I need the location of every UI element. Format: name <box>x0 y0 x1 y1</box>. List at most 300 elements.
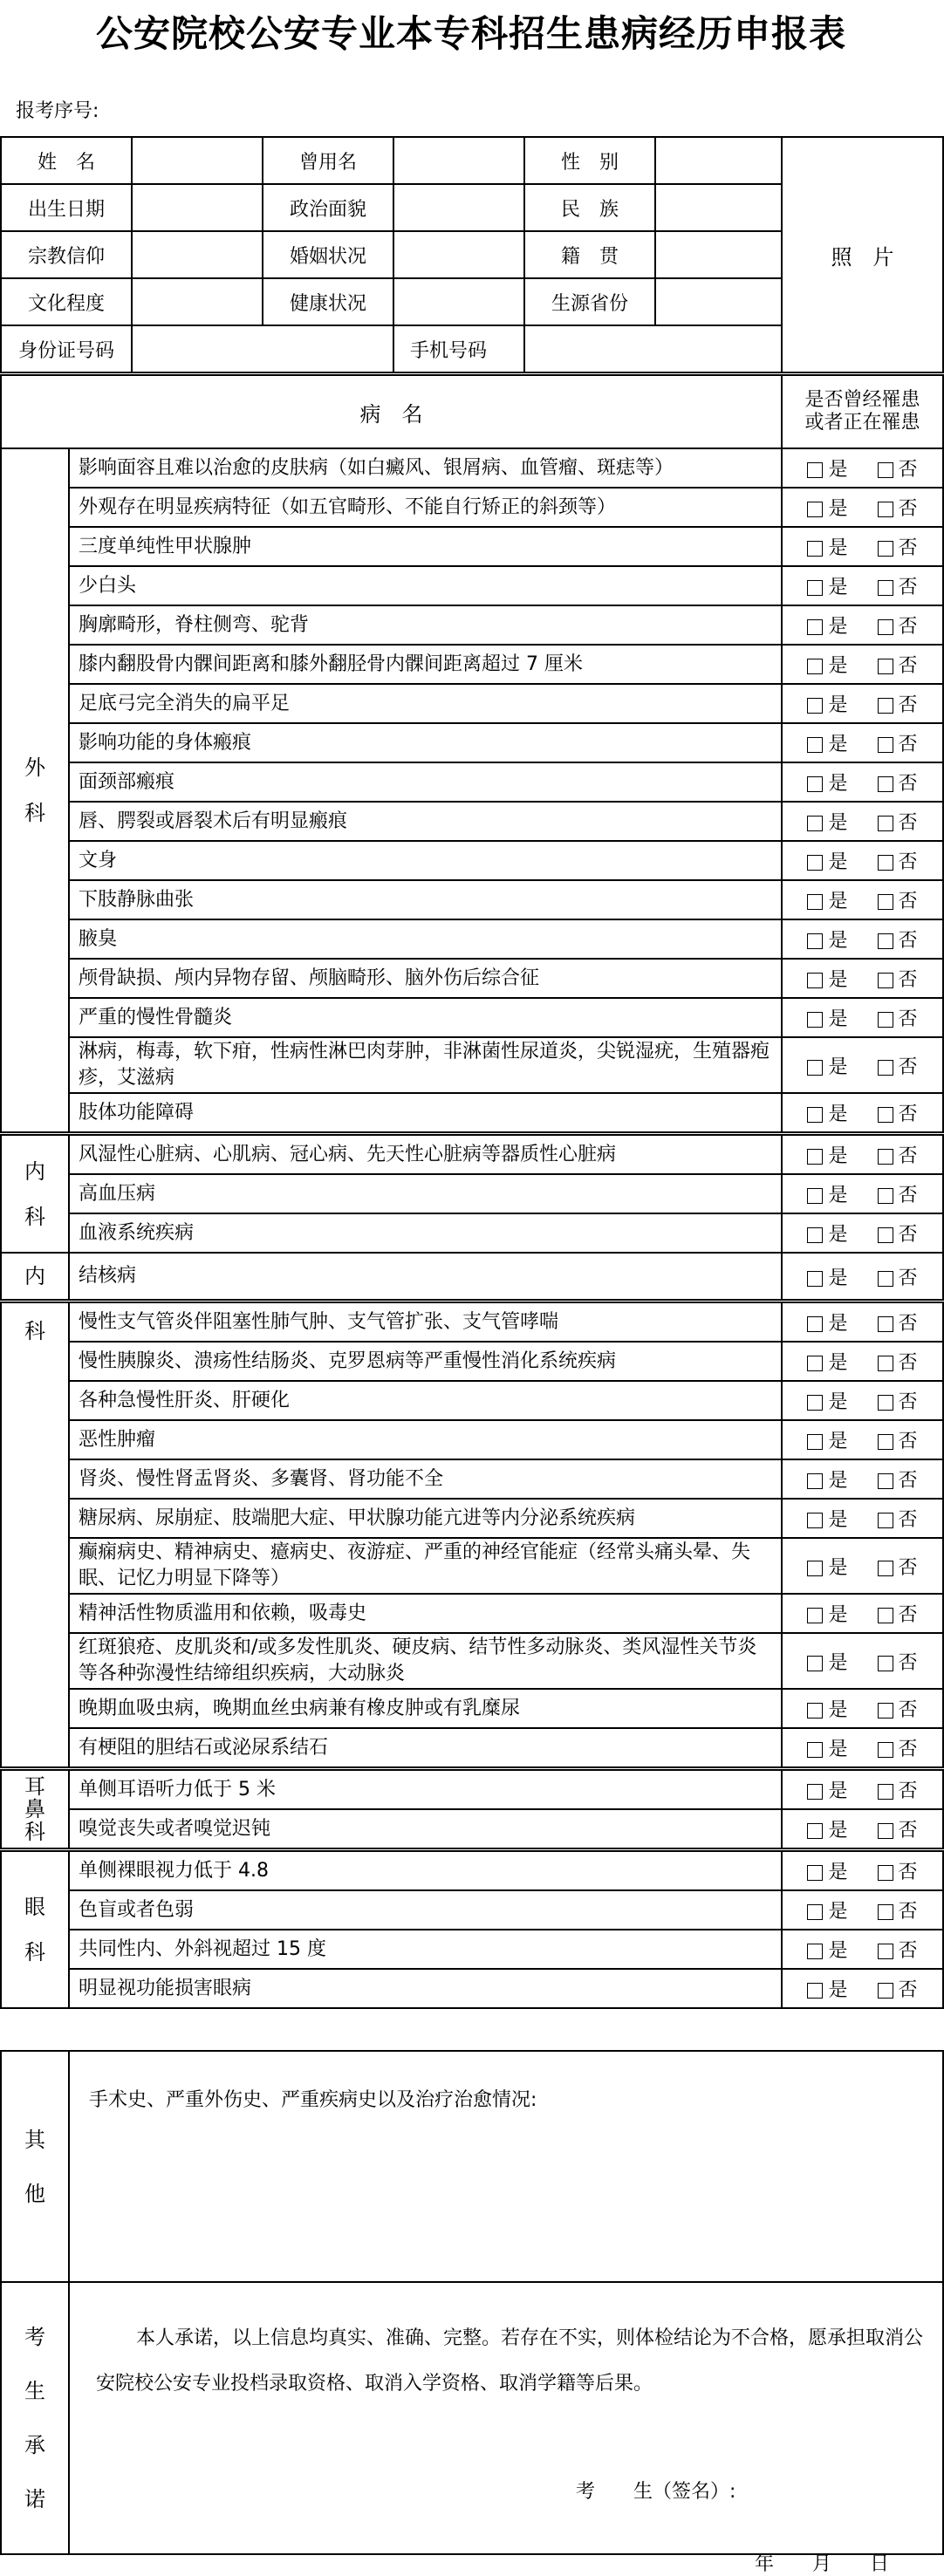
religion-label: 宗教信仰 <box>1 231 132 278</box>
other-category <box>1 2051 69 2282</box>
disease-name: 肢体功能障碍 <box>69 1093 782 1134</box>
yes-label: 是 <box>828 655 848 677</box>
origin-province-field[interactable] <box>655 278 782 325</box>
no-checkbox[interactable] <box>878 1513 893 1528</box>
disease-name: 淋病，梅毒，软下疳，性病性淋巴肉芽肿，非淋菌性尿道炎，尖锐湿疣，生殖器疱疹，艾滋病 <box>69 1037 782 1093</box>
disease-row <box>1 841 943 880</box>
no-label: 否 <box>898 498 918 520</box>
no-label: 否 <box>898 1008 918 1030</box>
internal-category-b-char: 内 <box>24 1264 45 1288</box>
id-number-label: 身份证号码 <box>1 325 132 372</box>
answer-cell <box>782 1633 943 1689</box>
birth-date-field[interactable] <box>132 184 263 231</box>
answer-cell <box>782 1213 943 1253</box>
disease-name: 面颈部瘢痕 <box>69 762 782 802</box>
no-checkbox[interactable] <box>878 1784 893 1800</box>
disease-name: 色盲或者色弱 <box>69 1890 782 1930</box>
no-label: 否 <box>898 1699 918 1721</box>
marital-field[interactable] <box>393 231 524 278</box>
yes-checkbox[interactable] <box>807 541 823 557</box>
answer-cell <box>782 762 943 802</box>
eye-category-char: 科 <box>24 1940 45 1964</box>
yes-checkbox[interactable] <box>807 1316 823 1332</box>
no-label: 否 <box>898 616 918 638</box>
no-checkbox[interactable] <box>878 1316 893 1332</box>
no-label: 否 <box>898 459 918 481</box>
yes-checkbox[interactable] <box>807 1395 823 1411</box>
no-label: 否 <box>898 1145 918 1167</box>
disease-name: 恶性肿瘤 <box>69 1420 782 1459</box>
answer-cell <box>782 527 943 566</box>
disease-name: 结核病 <box>69 1253 782 1302</box>
yes-label: 是 <box>828 1431 848 1452</box>
disease-name: 唇、腭裂或唇裂术后有明显瘢痕 <box>69 802 782 841</box>
yes-checkbox[interactable] <box>807 973 823 988</box>
answer-cell <box>782 488 943 527</box>
political-field[interactable] <box>393 184 524 231</box>
disease-row <box>1 1342 943 1381</box>
yes-checkbox[interactable] <box>807 816 823 831</box>
answer-cell <box>782 1037 943 1093</box>
no-label: 否 <box>898 812 918 834</box>
no-checkbox[interactable] <box>878 1983 893 1999</box>
education-label: 文化程度 <box>1 278 132 325</box>
pledge-category-char-4: 诺 <box>24 2487 45 2511</box>
ent-category-char: 耳 <box>24 1774 45 1799</box>
yes-checkbox[interactable] <box>807 933 823 949</box>
no-checkbox[interactable] <box>878 1656 893 1671</box>
political-label: 政治面貌 <box>263 184 393 231</box>
no-label: 否 <box>898 1224 918 1246</box>
no-checkbox[interactable] <box>878 1944 893 1959</box>
eye-category <box>1 1850 69 2009</box>
yes-checkbox[interactable] <box>807 1742 823 1758</box>
yes-checkbox[interactable] <box>807 698 823 714</box>
disease-row <box>1 1174 943 1213</box>
pledge-text: 本人承诺，以上信息均真实、准确、完整。若存在不实，则体检结论为不合格，愿承担取消公安院校公安专业投档录取资格、取消入学资格、取消学籍等后果。 <box>96 2327 924 2395</box>
disease-row <box>1 1093 943 1134</box>
answer-cell <box>782 1594 943 1633</box>
disease-name: 嗅觉丧失或者嗅觉迟钝 <box>69 1809 782 1850</box>
yes-checkbox[interactable] <box>807 1561 823 1576</box>
no-checkbox[interactable] <box>878 502 893 517</box>
yes-label: 是 <box>828 851 848 873</box>
disease-name: 高血压病 <box>69 1174 782 1213</box>
yes-checkbox[interactable] <box>807 1227 823 1243</box>
internal-category-c <box>1 1302 69 1769</box>
no-checkbox[interactable] <box>878 1107 893 1123</box>
name-label: 姓 名 <box>1 137 132 184</box>
eye-category-char: 眼 <box>24 1895 45 1919</box>
answer-cell <box>782 802 943 841</box>
disease-name: 血液系统疾病 <box>69 1213 782 1253</box>
answer-cell <box>782 1890 943 1930</box>
no-label: 否 <box>898 1391 918 1413</box>
yes-checkbox[interactable] <box>807 1060 823 1076</box>
yes-checkbox[interactable] <box>807 1904 823 1920</box>
other-category-char-1: 其 <box>24 2127 45 2152</box>
yes-checkbox[interactable] <box>807 737 823 753</box>
yes-checkbox[interactable] <box>807 894 823 910</box>
no-label: 否 <box>898 1901 918 1923</box>
disease-name: 颅骨缺损、颅内异物存留、颅脑畸形、脑外伤后综合征 <box>69 959 782 998</box>
disease-row <box>1 1633 943 1689</box>
answer-cell <box>782 1459 943 1499</box>
answer-cell <box>782 1093 943 1134</box>
answer-cell <box>782 1174 943 1213</box>
gender-field[interactable] <box>655 137 782 184</box>
no-checkbox[interactable] <box>878 1823 893 1839</box>
closing-table <box>0 2050 944 2575</box>
birth-date-label: 出生日期 <box>1 184 132 231</box>
name-field[interactable] <box>132 137 263 184</box>
no-checkbox[interactable] <box>878 1395 893 1411</box>
yes-checkbox[interactable] <box>807 1703 823 1718</box>
disease-name: 影响面容且难以治愈的皮肤病（如白癜风、银屑病、血管瘤、斑痣等） <box>69 448 782 488</box>
no-label: 否 <box>898 969 918 991</box>
answer-cell <box>782 1850 943 1891</box>
answer-cell <box>782 880 943 919</box>
education-field[interactable] <box>132 278 263 325</box>
no-checkbox[interactable] <box>878 1012 893 1028</box>
no-label: 否 <box>898 1431 918 1452</box>
health-field[interactable] <box>393 278 524 325</box>
id-number-field[interactable] <box>132 325 393 372</box>
no-label: 否 <box>898 1104 918 1125</box>
answer-cell <box>782 1689 943 1728</box>
no-label: 否 <box>898 577 918 598</box>
disease-row <box>1 1728 943 1769</box>
answer-cell <box>782 448 943 488</box>
no-checkbox[interactable] <box>878 737 893 753</box>
yes-label: 是 <box>828 1940 848 1962</box>
disease-name: 糖尿病、尿崩症、肢端肥大症、甲状腺功能亢进等内分泌系统疾病 <box>69 1499 782 1538</box>
former-name-field[interactable] <box>393 137 524 184</box>
no-label: 否 <box>898 1820 918 1841</box>
yes-label: 是 <box>828 1780 848 1802</box>
yes-checkbox[interactable] <box>807 1983 823 1999</box>
yes-label: 是 <box>828 616 848 638</box>
answer-cell <box>782 684 943 723</box>
pledge-category-char-2: 生 <box>24 2379 45 2403</box>
disease-row <box>1 645 943 684</box>
disease-name: 外观存在明显疾病特征（如五官畸形、不能自行矫正的斜颈等） <box>69 488 782 527</box>
no-checkbox[interactable] <box>878 1434 893 1450</box>
disease-name: 明显视功能损害眼病 <box>69 1969 782 2008</box>
no-checkbox[interactable] <box>878 541 893 557</box>
yes-label: 是 <box>828 1509 848 1531</box>
disease-name: 癫痫病史、精神病史、癔病史、夜游症、严重的神经官能症（经常头痛头晕、失眠、记忆力明显下降等） <box>69 1538 782 1594</box>
yes-checkbox[interactable] <box>807 619 823 635</box>
surgery-category <box>1 448 69 1134</box>
yes-label: 是 <box>828 1699 848 1721</box>
yes-label: 是 <box>828 891 848 912</box>
disease-row <box>1 566 943 605</box>
yes-checkbox[interactable] <box>807 1784 823 1800</box>
no-checkbox[interactable] <box>878 462 893 478</box>
yes-label: 是 <box>828 930 848 952</box>
disease-row <box>1 1969 943 2008</box>
yes-checkbox[interactable] <box>807 659 823 674</box>
surgery-category-char: 科 <box>24 801 45 825</box>
pledge-category-char-3: 承 <box>24 2433 45 2457</box>
answer-header-line2: 或者正在罹患 <box>804 412 920 434</box>
disease-name-header: 病 名 <box>1 375 782 448</box>
disease-row <box>1 1930 943 1969</box>
no-label: 否 <box>898 1470 918 1492</box>
yes-label: 是 <box>828 694 848 716</box>
no-checkbox[interactable] <box>878 580 893 596</box>
no-checkbox[interactable] <box>878 776 893 792</box>
disease-row <box>1 1499 943 1538</box>
disease-name: 慢性胰腺炎、溃疡性结肠炎、克罗恩病等严重慢性消化系统疾病 <box>69 1342 782 1381</box>
no-label: 否 <box>898 1185 918 1206</box>
disease-row <box>1 919 943 959</box>
disease-name: 单侧裸眼视力低于 4.8 <box>69 1850 782 1891</box>
no-checkbox[interactable] <box>878 1227 893 1243</box>
answer-cell <box>782 959 943 998</box>
no-checkbox[interactable] <box>878 816 893 831</box>
answer-cell <box>782 1969 943 2008</box>
health-label: 健康状况 <box>263 278 393 325</box>
disease-row <box>1 684 943 723</box>
answer-cell <box>782 1381 943 1420</box>
disease-row <box>1 1213 943 1253</box>
yes-label: 是 <box>828 1470 848 1492</box>
disease-row <box>1 1689 943 1728</box>
answer-cell <box>782 605 943 645</box>
marital-label: 婚姻状况 <box>263 231 393 278</box>
disease-name: 晚期血吸虫病，晚期血丝虫病兼有橡皮肿或有乳糜尿 <box>69 1689 782 1728</box>
no-checkbox[interactable] <box>878 1271 893 1287</box>
answer-cell <box>782 1728 943 1769</box>
yes-checkbox[interactable] <box>807 1356 823 1371</box>
yes-label: 是 <box>828 1224 848 1246</box>
disease-row <box>1 1769 943 1810</box>
pledge-cell <box>69 2282 943 2575</box>
former-name-label: 曾用名 <box>263 137 393 184</box>
answer-cell <box>782 841 943 880</box>
yes-checkbox[interactable] <box>807 1107 823 1123</box>
yes-checkbox[interactable] <box>807 1434 823 1450</box>
no-label: 否 <box>898 1604 918 1626</box>
yes-label: 是 <box>828 1556 848 1579</box>
ethnicity-label: 民 族 <box>524 184 655 231</box>
other-history-label: 手术史、严重外伤史、严重疾病史以及治疗治愈情况: <box>89 2089 537 2111</box>
answer-cell <box>782 1420 943 1459</box>
no-label: 否 <box>898 891 918 912</box>
yes-label: 是 <box>828 1185 848 1206</box>
yes-label: 是 <box>828 1391 848 1413</box>
ent-category <box>1 1769 69 1850</box>
disease-name: 三度单纯性甲状腺肿 <box>69 527 782 566</box>
disease-row <box>1 448 943 488</box>
no-checkbox[interactable] <box>878 1060 893 1076</box>
disease-name: 文身 <box>69 841 782 880</box>
yes-checkbox[interactable] <box>807 1608 823 1623</box>
form-title: 公安院校公安专业本专科招生患病经历申报表 <box>95 12 846 55</box>
disease-row <box>1 1302 943 1343</box>
answer-cell <box>782 1930 943 1969</box>
yes-checkbox[interactable] <box>807 1865 823 1881</box>
yes-checkbox[interactable] <box>807 1823 823 1839</box>
yes-checkbox[interactable] <box>807 1188 823 1204</box>
disease-name: 精神活性物质滥用和依赖，吸毒史 <box>69 1594 782 1633</box>
other-history-field[interactable] <box>69 2051 943 2282</box>
yes-checkbox[interactable] <box>807 462 823 478</box>
ethnicity-field[interactable] <box>655 184 782 231</box>
personal-info-table <box>0 136 944 373</box>
yes-checkbox[interactable] <box>807 776 823 792</box>
no-label: 否 <box>898 537 918 559</box>
disease-row <box>1 762 943 802</box>
answer-cell <box>782 1302 943 1343</box>
yes-checkbox[interactable] <box>807 1656 823 1671</box>
yes-checkbox[interactable] <box>807 1513 823 1528</box>
religion-field[interactable] <box>132 231 263 278</box>
yes-checkbox[interactable] <box>807 1473 823 1489</box>
answer-cell <box>782 1538 943 1594</box>
no-label: 否 <box>898 851 918 873</box>
no-checkbox[interactable] <box>878 1188 893 1204</box>
no-label: 否 <box>898 1940 918 1962</box>
disease-row <box>1 723 943 762</box>
ent-category-char: 科 <box>24 1820 45 1844</box>
phone-label: 手机号码 <box>393 325 524 372</box>
no-label: 否 <box>898 655 918 677</box>
disease-name: 肾炎、慢性肾盂肾炎、多囊肾、肾功能不全 <box>69 1459 782 1499</box>
disease-row <box>1 802 943 841</box>
answer-cell <box>782 1253 943 1302</box>
yes-checkbox[interactable] <box>807 1149 823 1165</box>
yes-label: 是 <box>828 1901 848 1923</box>
answer-cell <box>782 645 943 684</box>
internal-category-a-char: 内 <box>24 1158 45 1184</box>
no-checkbox[interactable] <box>878 855 893 871</box>
no-checkbox[interactable] <box>878 933 893 949</box>
no-label: 否 <box>898 930 918 952</box>
surgery-category-char: 外 <box>24 755 45 780</box>
no-checkbox[interactable] <box>878 1608 893 1623</box>
disease-row <box>1 488 943 527</box>
answer-cell <box>782 1134 943 1175</box>
answer-cell <box>782 566 943 605</box>
answer-cell <box>782 1499 943 1538</box>
no-label: 否 <box>898 1313 918 1335</box>
disease-name: 胸廓畸形，脊柱侧弯、驼背 <box>69 605 782 645</box>
yes-label: 是 <box>828 1145 848 1167</box>
answer-cell <box>782 1809 943 1850</box>
no-checkbox[interactable] <box>878 1904 893 1920</box>
no-label: 否 <box>898 1651 918 1674</box>
yes-label: 是 <box>828 537 848 559</box>
answer-cell <box>782 998 943 1037</box>
yes-label: 是 <box>828 1604 848 1626</box>
no-checkbox[interactable] <box>878 1742 893 1758</box>
no-label: 否 <box>898 734 918 755</box>
no-checkbox[interactable] <box>878 973 893 988</box>
no-checkbox[interactable] <box>878 1703 893 1718</box>
disease-name: 少白头 <box>69 566 782 605</box>
disease-name: 严重的慢性骨髓炎 <box>69 998 782 1037</box>
disease-name: 风湿性心脏病、心肌病、冠心病、先天性心脏病等器质性心脏病 <box>69 1134 782 1175</box>
yes-label: 是 <box>828 1979 848 2001</box>
yes-checkbox[interactable] <box>807 502 823 517</box>
internal-category-b <box>1 1253 69 1302</box>
answer-cell <box>782 1769 943 1810</box>
disease-row <box>1 1809 943 1850</box>
yes-checkbox[interactable] <box>807 855 823 871</box>
no-checkbox[interactable] <box>878 619 893 635</box>
disease-row <box>1 1850 943 1891</box>
no-label: 否 <box>898 1056 918 1078</box>
pledge-category <box>1 2282 69 2554</box>
yes-label: 是 <box>828 1651 848 1674</box>
no-checkbox[interactable] <box>878 1561 893 1576</box>
disease-row <box>1 1420 943 1459</box>
disease-name: 各种急慢性肝炎、肝硬化 <box>69 1381 782 1420</box>
disease-row <box>1 1381 943 1420</box>
signature-label: 考 生（签名）: <box>576 2481 736 2503</box>
native-place-field[interactable] <box>655 231 782 278</box>
no-label: 否 <box>898 1862 918 1883</box>
yes-checkbox[interactable] <box>807 580 823 596</box>
yes-label: 是 <box>828 773 848 795</box>
phone-field[interactable] <box>524 325 782 372</box>
disease-row <box>1 998 943 1037</box>
yes-label: 是 <box>828 969 848 991</box>
disease-name: 单侧耳语听力低于 5 米 <box>69 1769 782 1810</box>
disease-row <box>1 1253 943 1302</box>
other-category-char-2: 他 <box>24 2181 45 2206</box>
yes-label: 是 <box>828 734 848 755</box>
yes-checkbox[interactable] <box>807 1012 823 1028</box>
disease-name: 影响功能的身体瘢痕 <box>69 723 782 762</box>
no-checkbox[interactable] <box>878 1473 893 1489</box>
disease-row <box>1 880 943 919</box>
disease-table <box>0 374 944 2009</box>
answer-cell <box>782 1342 943 1381</box>
no-label: 否 <box>898 1556 918 1579</box>
yes-checkbox[interactable] <box>807 1271 823 1287</box>
no-checkbox[interactable] <box>878 1865 893 1881</box>
gender-label: 性 别 <box>524 137 655 184</box>
answer-cell <box>782 723 943 762</box>
no-label: 否 <box>898 1352 918 1374</box>
disease-row <box>1 959 943 998</box>
answer-cell <box>782 919 943 959</box>
no-checkbox[interactable] <box>878 659 893 674</box>
disease-name: 腋臭 <box>69 919 782 959</box>
no-checkbox[interactable] <box>878 1149 893 1165</box>
yes-label: 是 <box>828 1352 848 1374</box>
photo-box[interactable] <box>782 137 943 372</box>
disease-row <box>1 1890 943 1930</box>
yes-label: 是 <box>828 1862 848 1883</box>
disease-name: 有梗阻的胆结石或泌尿系结石 <box>69 1728 782 1769</box>
yes-label: 是 <box>828 1008 848 1030</box>
no-checkbox[interactable] <box>878 894 893 910</box>
yes-label: 是 <box>828 577 848 598</box>
no-label: 否 <box>898 694 918 716</box>
no-label: 否 <box>898 1739 918 1760</box>
no-checkbox[interactable] <box>878 698 893 714</box>
yes-checkbox[interactable] <box>807 1944 823 1959</box>
origin-province-label: 生源省份 <box>524 278 655 325</box>
no-checkbox[interactable] <box>878 1356 893 1371</box>
yes-label: 是 <box>828 459 848 481</box>
yes-label: 是 <box>828 812 848 834</box>
